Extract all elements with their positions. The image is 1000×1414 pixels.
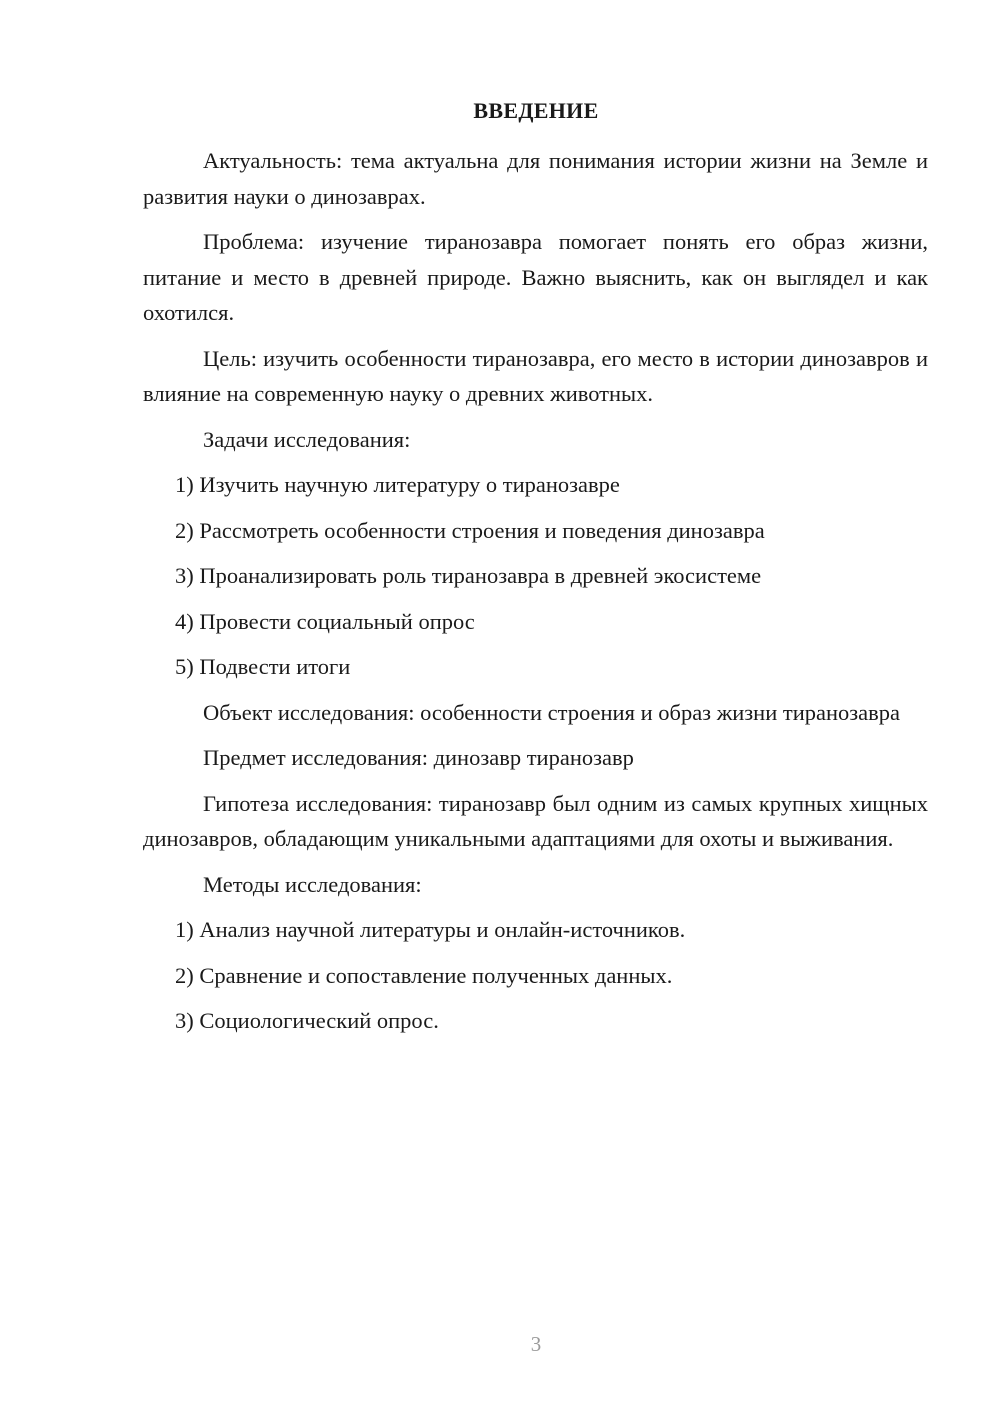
method-list-item: 2) Сравнение и сопоставление полученных данных.: [175, 962, 673, 988]
paragraph-object: Объект исследования: особенности строения и образ жизни тиранозавра: [203, 699, 901, 725]
paragraph-problem: Проблема: изучение тиранозавра помогает понять его образ жизни, питание и место в древней природе. Важно выяснить, как он выглядел и как охотился.: [143, 229, 928, 325]
task-list-item: 5) Подвести итоги: [175, 654, 351, 679]
section-title: ВВЕДЕНИЕ: [473, 98, 599, 123]
document-body: [143, 143, 928, 1049]
task-list-item: 2) Рассмотреть особенности строения и поведения динозавра: [175, 517, 765, 543]
task-list-item: 4) Провести социальный опрос: [175, 608, 475, 634]
task-list-item: 1) Изучить научную литературу о тиранозавре: [175, 472, 620, 497]
page-number: 3: [530, 1332, 542, 1356]
paragraph-subject: Предмет исследования: динозавр тиранозавр: [203, 745, 634, 770]
paragraph-hypothesis: Гипотеза исследования: тиранозавр был одним из самых крупных хищных динозавров, обладающим уникальными адаптациями для охоты и выживания.: [143, 790, 928, 851]
paragraph-methods-heading: Методы исследования:: [203, 871, 422, 897]
paragraph-goal: Цель: изучить особенности тиранозавра, его место в истории динозавров и влияние на современную науку о древних животных.: [143, 345, 928, 406]
method-list-item: 1) Анализ научной литературы и онлайн-источников.: [175, 917, 686, 942]
paragraph-tasks-heading: Задачи исследования:: [203, 426, 411, 452]
task-list-item: 3) Проанализировать роль тиранозавра в древней экосистеме: [175, 563, 762, 588]
paragraph-relevance: Актуальность: тема актуальна для понимания истории жизни на Земле и развития науки о динозаврах.: [143, 148, 928, 209]
method-list-item: 3) Социологический опрос.: [175, 1008, 439, 1033]
